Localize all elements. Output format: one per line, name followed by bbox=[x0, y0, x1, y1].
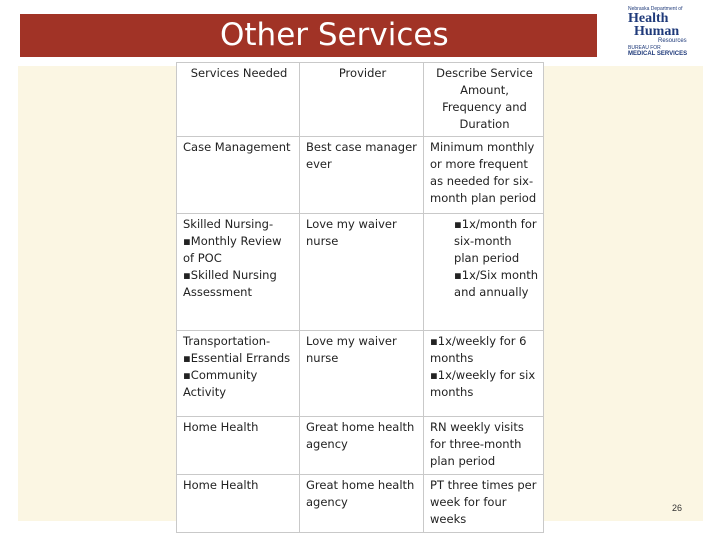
table-row bbox=[177, 475, 544, 533]
dhhr-logo bbox=[628, 7, 698, 61]
cell-provider bbox=[300, 417, 424, 475]
service-line: ▪Essential Errands bbox=[183, 351, 291, 365]
description-line: ▪1x/weekly for six months bbox=[430, 368, 536, 399]
service-line: ▪Community Activity bbox=[183, 368, 258, 399]
description-line: ▪1x/Six month and annually bbox=[454, 268, 539, 299]
logo-resources: Resources bbox=[658, 38, 687, 44]
cell-service bbox=[177, 417, 300, 475]
service-line: ▪Skilled Nursing Assessment bbox=[183, 268, 277, 299]
table-row bbox=[177, 331, 544, 417]
header-provider: Provider bbox=[300, 63, 424, 137]
cell-provider bbox=[300, 331, 424, 417]
service-line: Home Health bbox=[183, 420, 259, 434]
cell-service bbox=[177, 331, 300, 417]
description-line: ▪1x/month for six-month plan period bbox=[454, 217, 537, 265]
service-line: Case Management bbox=[183, 140, 291, 154]
cell-description bbox=[424, 137, 544, 214]
description-line: PT three times per week for four weeks bbox=[430, 478, 537, 526]
table-row bbox=[177, 417, 544, 475]
logo-bureau-line1: BUREAU FOR bbox=[628, 45, 661, 51]
cell-service bbox=[177, 214, 300, 331]
cell-service bbox=[177, 137, 300, 214]
cell-description bbox=[424, 417, 544, 475]
page-number: 26 bbox=[672, 503, 683, 513]
cell-service bbox=[177, 475, 300, 533]
description-line: Minimum monthly or more frequent as needed for six-month plan period bbox=[430, 140, 537, 205]
description-line: RN weekly visits for three-month plan period bbox=[430, 420, 524, 468]
table-row bbox=[177, 214, 544, 331]
cell-provider bbox=[300, 214, 424, 331]
logo-bureau-line2: MEDICAL SERVICES bbox=[628, 51, 688, 57]
cell-description bbox=[424, 475, 544, 533]
cell-description bbox=[424, 331, 544, 417]
cell-provider bbox=[300, 137, 424, 214]
logo-human: Human bbox=[634, 24, 680, 39]
provider-line: Love my waiver nurse bbox=[306, 334, 397, 365]
service-line: ▪Monthly Review of POC bbox=[183, 234, 282, 265]
provider-line: Best case manager ever bbox=[306, 140, 417, 171]
provider-line: Great home health agency bbox=[306, 420, 415, 451]
header-describe-service: Describe Service Amount, Frequency and Duration bbox=[424, 63, 544, 137]
cell-description bbox=[424, 214, 544, 331]
provider-line: Great home health agency bbox=[306, 478, 415, 509]
provider-line: Love my waiver nurse bbox=[306, 217, 397, 248]
service-line: Transportation- bbox=[183, 334, 271, 348]
logo-health: Health bbox=[628, 11, 669, 26]
table-row bbox=[177, 137, 544, 214]
table-header-row bbox=[177, 63, 544, 137]
description-line: ▪1x/weekly for 6 months bbox=[430, 334, 527, 365]
header-services-needed: Services Needed bbox=[177, 63, 300, 137]
cell-provider bbox=[300, 475, 424, 533]
logo-top-text: Nebraska Department of bbox=[628, 6, 683, 12]
slide-title: Other Services bbox=[220, 17, 449, 53]
service-line: Home Health bbox=[183, 478, 259, 492]
service-line: Skilled Nursing- bbox=[183, 217, 274, 231]
services-table bbox=[176, 62, 544, 533]
